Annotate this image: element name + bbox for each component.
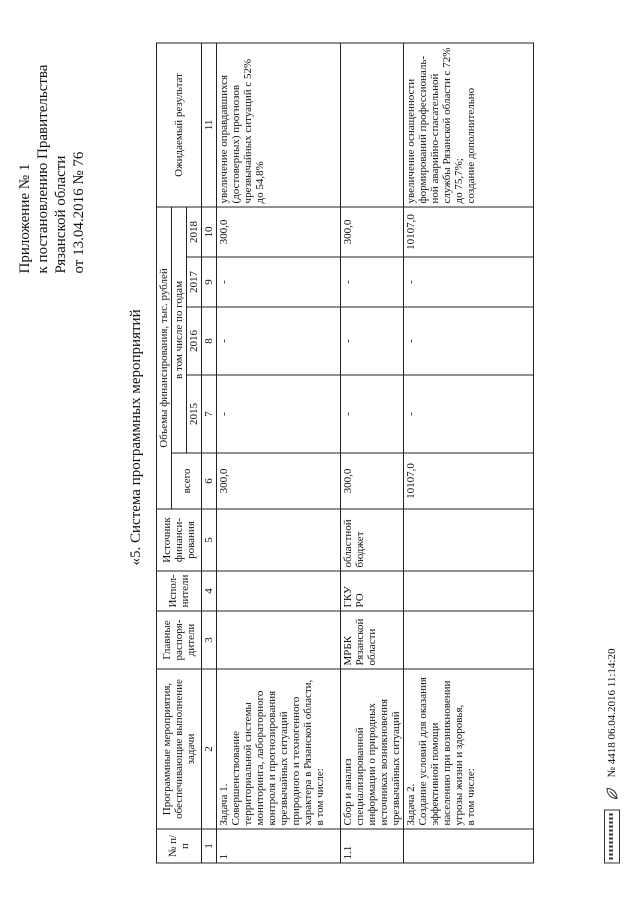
registration-signature <box>604 648 620 863</box>
row-executor <box>404 571 534 611</box>
row-manager <box>404 611 534 669</box>
col-number: 2 <box>202 669 217 829</box>
col-number: 3 <box>202 611 217 669</box>
row-y2017: - <box>404 257 534 307</box>
row-total: 300,0 <box>341 453 404 509</box>
row-num <box>404 829 534 863</box>
col-number: 4 <box>202 571 217 611</box>
header-line-3: Рязанской области <box>53 155 69 273</box>
row-source <box>404 509 534 571</box>
row-manager <box>217 611 341 669</box>
header-volume: Объемы финансирования, тыс. рублей <box>157 206 172 508</box>
row-y2018: 10107,0 <box>404 206 534 256</box>
row-y2016: - <box>341 307 404 375</box>
header-line-4: от 13.04.2016 № 76 <box>71 151 87 273</box>
row-manager: МРБК Рязанской области <box>341 611 404 669</box>
row-y2015: - <box>404 375 534 453</box>
table-row <box>341 42 404 862</box>
row-num: 1.1 <box>341 829 404 863</box>
col-number: 1 <box>202 829 217 863</box>
col-number: 7 <box>202 375 217 453</box>
row-source <box>217 509 341 571</box>
row-y2018: 300,0 <box>341 206 404 256</box>
row-measure: Задача 1. Совершенствование территориальной системы мониторинга, лабораторного контроля и прогнозирования чрезвычайных ситуаций природного и техногенного характера в Рязанской области, в том числе: <box>217 669 341 829</box>
col-number: 10 <box>202 206 217 256</box>
header-executors: Испол-нители <box>157 571 202 611</box>
col-number: 6 <box>202 453 217 509</box>
header-year: 2017 <box>187 257 202 307</box>
row-y2017: - <box>217 257 341 307</box>
row-y2015: - <box>341 375 404 453</box>
row-y2016: - <box>217 307 341 375</box>
row-source: областной бюджет <box>341 509 404 571</box>
leaf-logo-icon <box>604 785 620 801</box>
section-title: «5. Система программных мероприятий <box>128 308 144 565</box>
measures-table <box>156 42 534 863</box>
col-number: 11 <box>202 42 217 206</box>
header-source: Источник финанси-рования <box>157 509 202 571</box>
header-measures: Программные мероприятия, обеспечивающие выполнение задачи <box>157 669 202 829</box>
header-year: 2016 <box>187 307 202 375</box>
header-by-years: в том числе по годам <box>172 206 187 452</box>
header-year: 2018 <box>187 206 202 256</box>
table-row <box>217 42 341 862</box>
row-total: 10107,0 <box>404 453 534 509</box>
header-result: Ожидаемый результат <box>157 42 202 206</box>
header-managers: Главные распоря-дители <box>157 611 202 669</box>
row-result: увеличение оправдавшихся (достоверных) прогнозов чрезвычайных ситуаций с 52% до 54,8% <box>217 42 341 206</box>
row-y2016: - <box>404 307 534 375</box>
col-number: 9 <box>202 257 217 307</box>
header-year: 2015 <box>187 375 202 453</box>
row-num: 1 <box>217 829 341 863</box>
row-y2015: - <box>217 375 341 453</box>
header-row-1 <box>157 42 172 862</box>
header-num: № п/п <box>157 829 202 863</box>
row-y2018: 300,0 <box>217 206 341 256</box>
barcode-stamp-icon <box>604 809 620 863</box>
header-line-1: Приложение № 1 <box>17 163 33 273</box>
row-result: увеличение оснащенности формирований профессиональ-ной аварийно-спасательной службы Рязанской области с 72% до 75,7%; создание дополнительно <box>404 42 534 206</box>
row-executor <box>217 571 341 611</box>
approval-header <box>16 43 88 273</box>
header-line-2: к постановлению Правительства <box>35 64 51 273</box>
row-result <box>341 42 404 206</box>
table-row <box>404 42 534 862</box>
row-total: 300,0 <box>217 453 341 509</box>
header-total: всего <box>172 453 202 509</box>
col-number: 5 <box>202 509 217 571</box>
row-executor: ГКУ РО <box>341 571 404 611</box>
column-number-row <box>202 42 217 862</box>
col-number: 8 <box>202 307 217 375</box>
row-measure: Сбор и анализ специализированной информации о природных источниках возникновения чрезвычайных ситуаций <box>341 669 404 829</box>
row-y2017: - <box>341 257 404 307</box>
row-measure: Задача 2. Создание условий для оказания эффективной помощи населению при возникновении угрозы жизни и здоровья, в том числе: <box>404 669 534 829</box>
registration-number: № 4418 06.04.2016 11:14:20 <box>606 648 618 777</box>
